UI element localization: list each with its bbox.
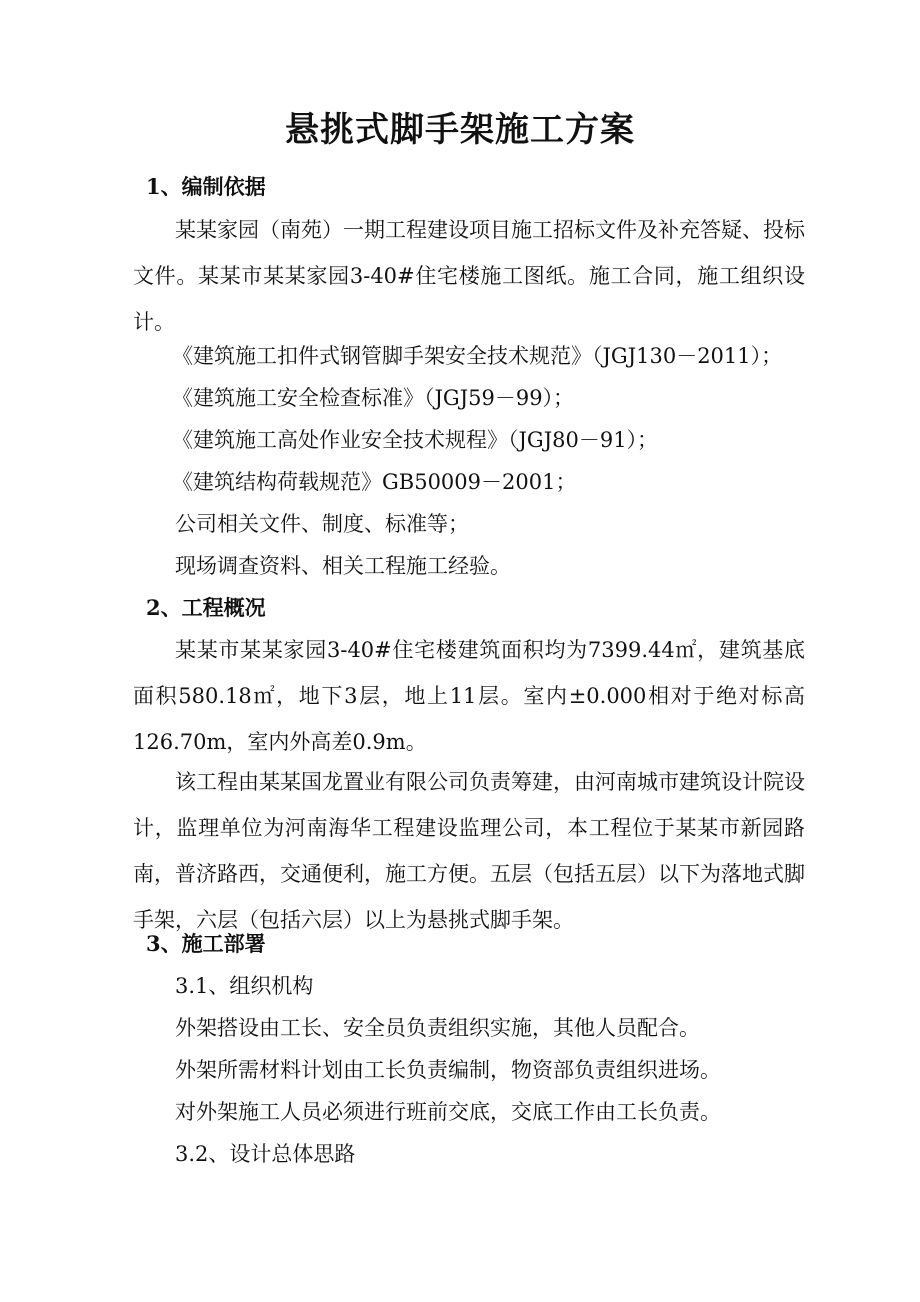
document-title: 悬挑式脚手架施工方案: [285, 110, 635, 150]
overview-paragraph-2: 该工程由某某国龙置业有限公司负责筹建，由河南城市建筑设计院设计，监理单位为河南海华工程建设监理公司，本工程位于某某市新园路南，普济路西，交通便利，施工方便。五层（包括五层）以下为落地式脚手架，六层（包括六层）以上为悬挑式脚手架。: [133, 770, 805, 932]
section-heading-2: 2、工程概况: [146, 595, 266, 620]
reference-item: 公司相关文件、制度、标准等；: [175, 512, 469, 536]
reference-item: 现场调查资料、相关工程施工经验。: [175, 554, 511, 578]
deployment-line: 外架搭设由工长、安全员负责组织实施，其他人员配合。: [175, 1016, 700, 1040]
reference-item: 《建筑施工扣件式钢管脚手架安全技术规范》（JGJ130－2011）；: [172, 344, 783, 368]
section-heading-3: 3、施工部署: [146, 931, 266, 956]
subsection-heading: 3.2、设计总体思路: [175, 1142, 356, 1166]
section1-intro-paragraph: 某某家园（南苑）一期工程建设项目施工招标文件及补充答疑、投标文件。某某市某某家园3-40#住宅楼施工图纸。施工合同，施工组织设计。: [133, 218, 805, 334]
subsection-heading: 3.1、组织机构: [175, 974, 314, 998]
deployment-line: 外架所需材料计划由工长负责编制，物资部负责组织进场。: [175, 1058, 721, 1082]
section-heading-1: 1、编制依据: [146, 174, 266, 199]
reference-item: 《建筑结构荷载规范》GB50009－2001；: [172, 470, 577, 494]
overview-paragraph-1: 某某市某某家园3-40#住宅楼建筑面积均为7399.44㎡，建筑基底面积580.18㎡，地下3层，地上11层。室内±0.000相对于绝对标高126.70m，室内外高差0.9m。: [133, 638, 805, 754]
deployment-line: 对外架施工人员必须进行班前交底，交底工作由工长负责。: [175, 1100, 721, 1124]
reference-item: 《建筑施工高处作业安全技术规程》（JGJ80－91）；: [172, 428, 659, 452]
reference-item: 《建筑施工安全检查标准》（JGJ59－99）；: [172, 386, 575, 410]
